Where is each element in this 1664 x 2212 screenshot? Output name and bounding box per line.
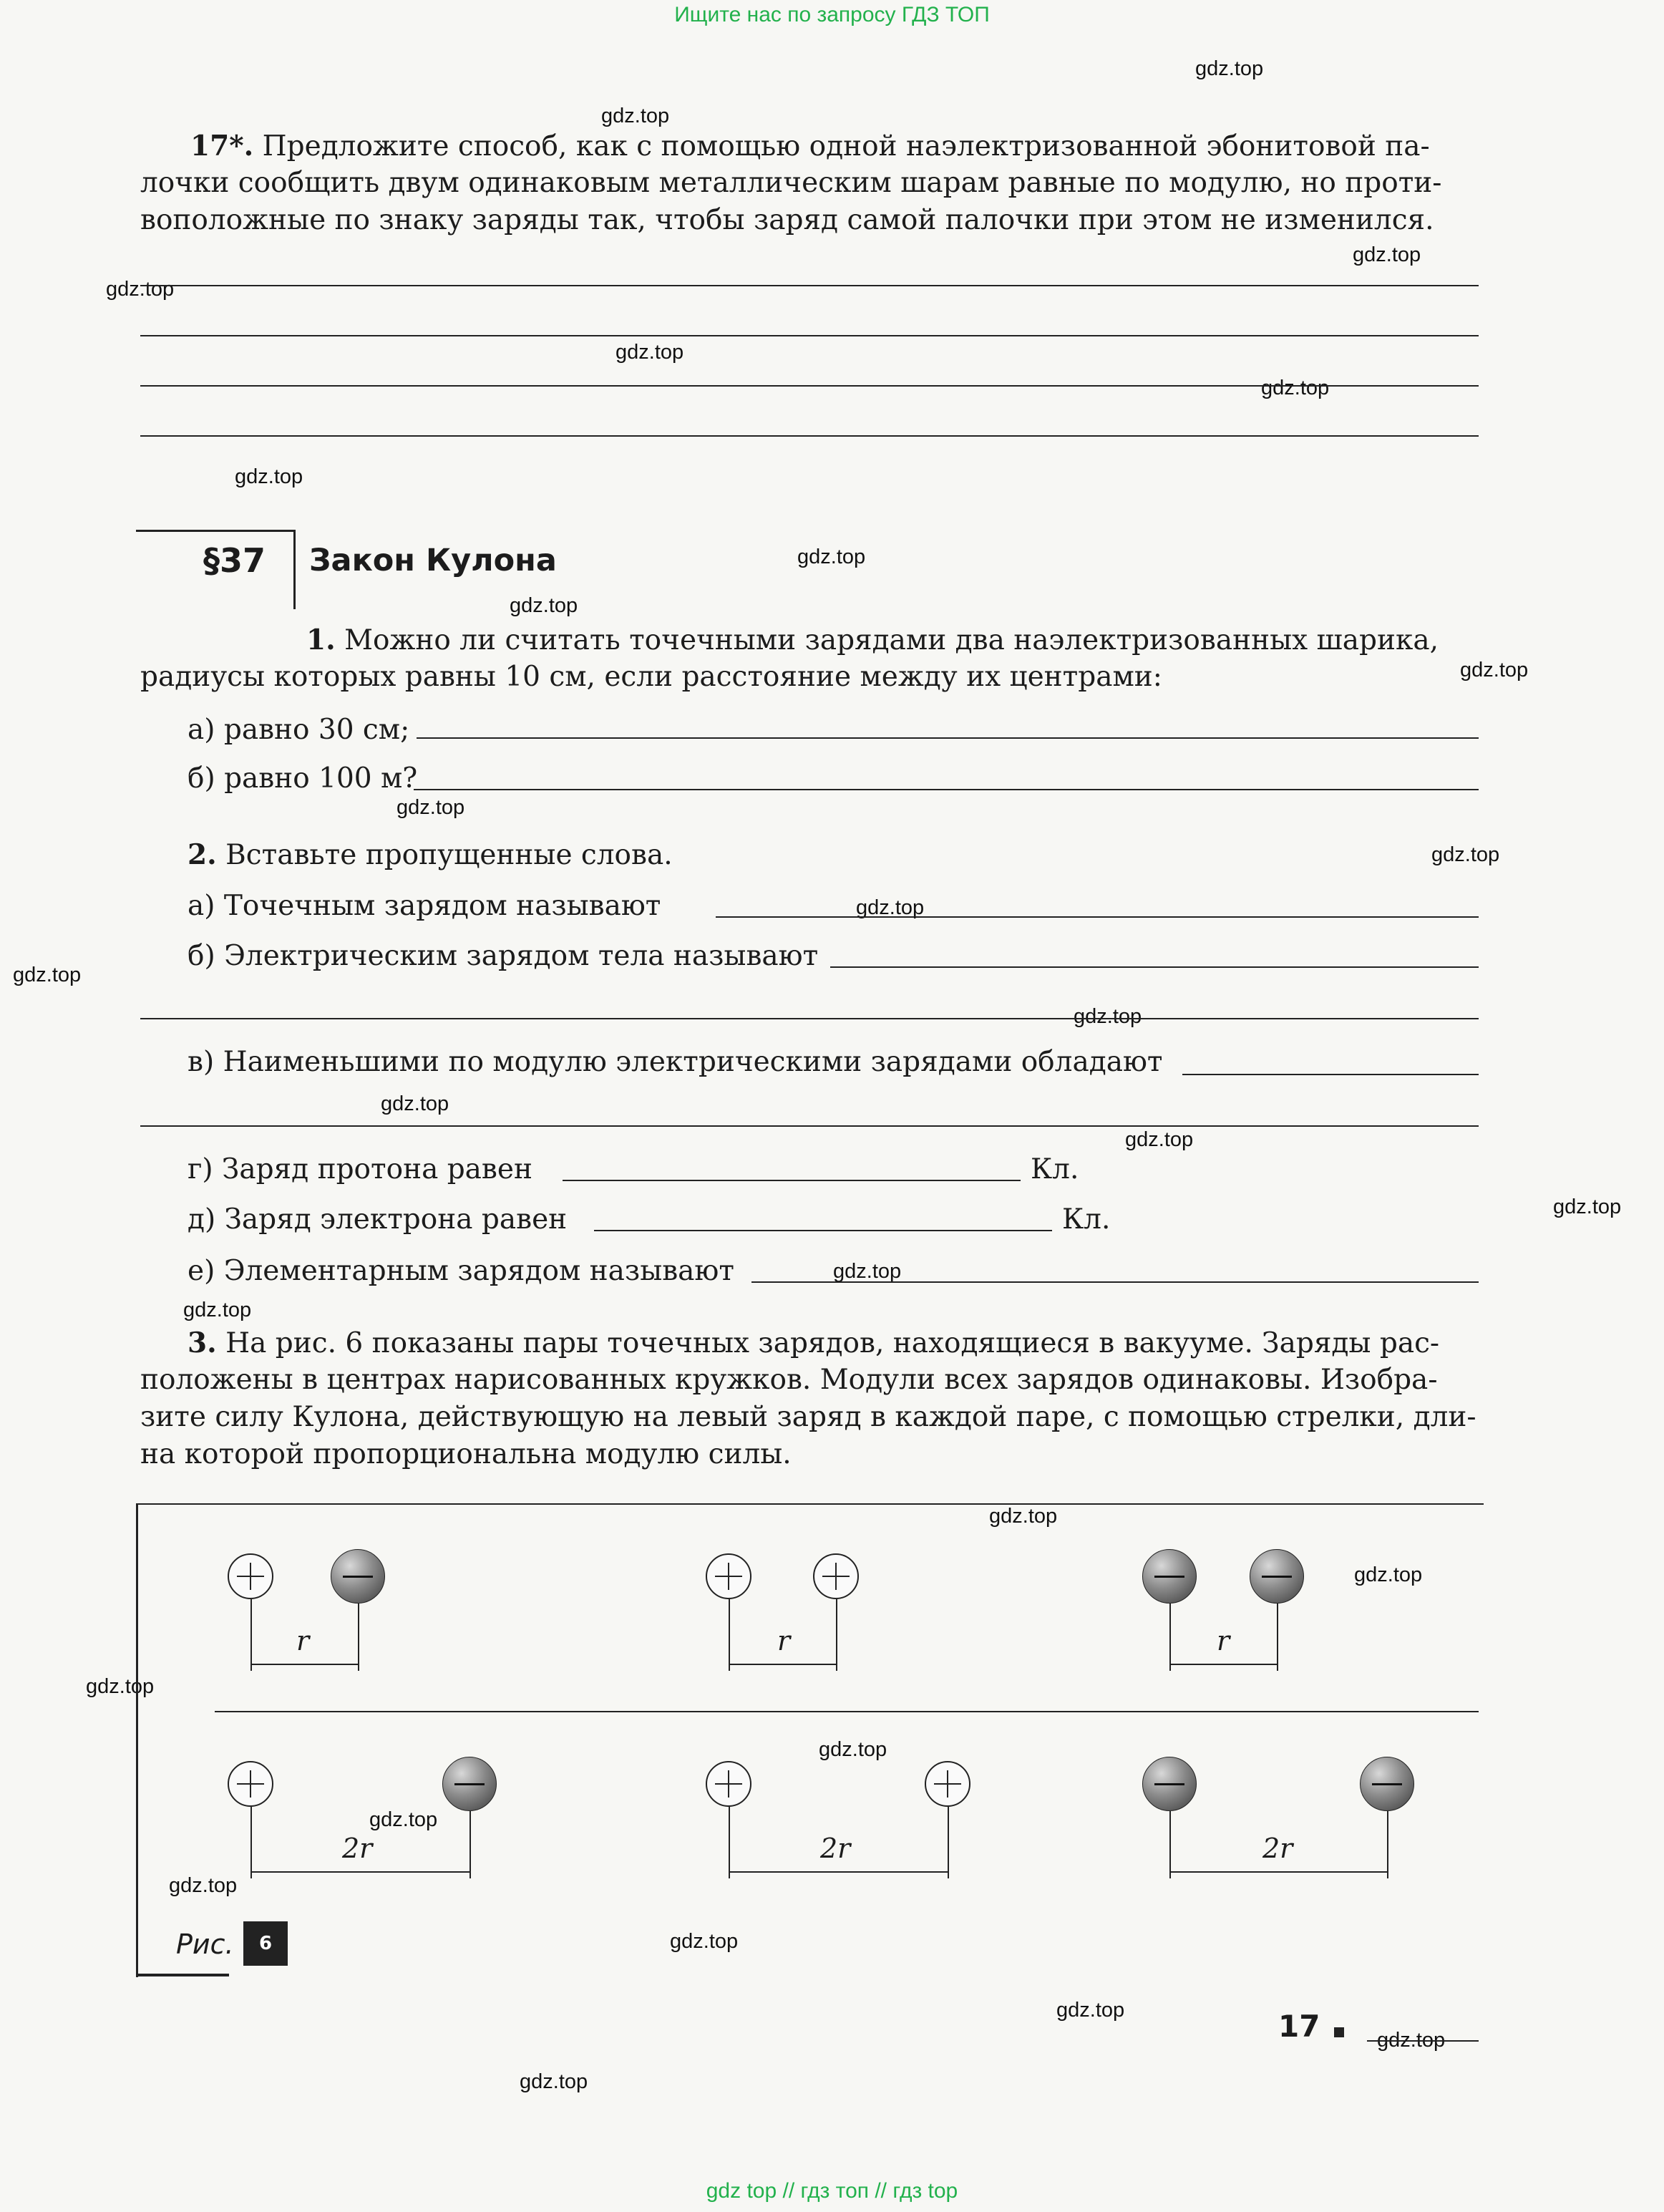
negative-charge	[1360, 1757, 1414, 1811]
watermark: gdz.top	[520, 2070, 588, 2093]
distance-marker	[1169, 1604, 1171, 1671]
distance-line	[250, 1871, 469, 1873]
q3-line4: на которой пропорциональна модулю силы.	[140, 1438, 792, 1470]
figure-caption: Рис.	[176, 1929, 234, 1960]
q2-option-f: е) Элементарным зарядом называют	[188, 1255, 734, 1287]
answer-line[interactable]	[140, 1018, 1479, 1019]
negative-charge	[442, 1757, 497, 1811]
page-number-marker	[1334, 2027, 1344, 2037]
distance-marker	[836, 1599, 837, 1671]
watermark: gdz.top	[1431, 843, 1500, 866]
watermark: gdz.top	[1056, 1999, 1125, 2022]
distance-marker	[729, 1807, 730, 1878]
q3-number: 3.	[188, 1326, 217, 1359]
watermark: gdz.top	[1353, 243, 1421, 266]
watermark: gdz.top	[169, 1874, 238, 1897]
q2-option-e: д) Заряд электрона равен	[188, 1203, 568, 1236]
q3-text-1: На рис. 6 показаны пары точечных зарядов, находящиеся в вакууме. Заряды рас-	[225, 1327, 1440, 1359]
watermark: gdz.top	[819, 1738, 887, 1761]
distance-line	[1169, 1871, 1387, 1873]
q1-text-1: Можно ли считать точечными зарядами два наэлектризованных шарика,	[344, 624, 1439, 656]
distance-marker	[1277, 1604, 1278, 1671]
distance-line	[729, 1664, 836, 1665]
answer-line[interactable]	[716, 916, 1479, 918]
task17-number: 17*.	[190, 130, 254, 162]
distance-line	[729, 1871, 948, 1873]
q1-option-a: а) равно 30 см;	[188, 714, 410, 746]
negative-charge	[1142, 1549, 1197, 1604]
distance-marker	[1387, 1811, 1388, 1878]
watermark: gdz.top	[86, 1675, 155, 1698]
task17-line2: лочки сообщить двум одинаковым металлическим шарам равные по модулю, но проти-	[140, 167, 1442, 199]
watermark: gdz.top	[1377, 2029, 1446, 2052]
task17-text-1: Предложите способ, как с помощью одной наэлектризованной эбонитовой па-	[262, 130, 1430, 162]
watermark: gdz.top	[1261, 377, 1330, 399]
distance-marker	[358, 1604, 359, 1671]
answer-line[interactable]	[751, 1281, 1479, 1283]
task17-line3: воположные по знаку заряды так, чтобы заряд самой палочки при этом не изменился.	[140, 204, 1434, 236]
answer-line[interactable]	[417, 737, 1479, 739]
watermark: gdz.top	[183, 1299, 252, 1321]
watermark: gdz.top	[396, 796, 465, 819]
watermark: gdz.top	[1354, 1563, 1423, 1586]
q1-line2: радиусы которых равны 10 см, если расстояние между их центрами:	[140, 661, 1162, 693]
distance-line	[250, 1664, 358, 1665]
watermark: gdz.top	[1195, 57, 1264, 80]
distance-label: 2r	[1262, 1833, 1293, 1864]
watermark: gdz.top	[381, 1092, 449, 1115]
distance-marker	[948, 1807, 949, 1878]
q2-option-e-unit: Кл.	[1062, 1203, 1111, 1236]
q2-option-c: в) Наименьшими по модулю электрическими зарядами обладают	[188, 1046, 1163, 1078]
figure-bottom-line	[136, 1974, 229, 1976]
watermark: gdz.top	[1553, 1195, 1622, 1218]
section-symbol: §	[203, 541, 220, 580]
q2-number: 2.	[188, 838, 217, 871]
watermark: gdz.top	[856, 896, 925, 919]
q2-prompt	[188, 836, 673, 874]
section-number	[203, 541, 266, 580]
section-title: Закон Кулона	[309, 543, 557, 578]
distance-marker	[250, 1807, 252, 1878]
answer-line[interactable]	[830, 966, 1479, 968]
positive-charge	[228, 1761, 273, 1807]
negative-charge	[1250, 1549, 1304, 1604]
q3-line3: зите силу Кулона, действующую на левый заряд в каждой паре, с помощью стрелки, дли-	[140, 1401, 1476, 1433]
answer-line[interactable]	[140, 285, 1479, 286]
positive-charge	[228, 1553, 273, 1599]
page-number: 17	[1278, 2009, 1320, 2044]
watermark: gdz.top	[670, 1930, 739, 1953]
distance-line	[1169, 1664, 1277, 1665]
top-banner[interactable]: Ищите нас по запросу ГДЗ ТОП	[674, 3, 990, 26]
figure-number: 6	[243, 1921, 288, 1966]
positive-charge	[706, 1761, 751, 1807]
watermark: gdz.top	[1125, 1128, 1194, 1151]
positive-charge	[925, 1761, 970, 1807]
watermark: gdz.top	[797, 545, 866, 568]
q3-line2: положены в центрах нарисованных кружков. Модули всех зарядов одинаковы. Изобра-	[140, 1364, 1438, 1396]
watermark: gdz.top	[106, 278, 175, 301]
positive-charge	[813, 1553, 859, 1599]
answer-line[interactable]	[140, 1125, 1479, 1127]
q2-option-b: б) Электрическим зарядом тела называют	[188, 940, 819, 972]
answer-line[interactable]	[1182, 1074, 1479, 1075]
q2-prompt-text: Вставьте пропущенные слова.	[225, 839, 673, 871]
distance-marker	[469, 1811, 471, 1878]
q2-option-a: а) Точечным зарядом называют	[188, 890, 661, 922]
negative-charge	[331, 1549, 385, 1604]
bottom-banner[interactable]: gdz top // гдз топ // гдз top	[706, 2179, 958, 2203]
q1-option-b: б) равно 100 м?	[188, 762, 418, 795]
q3-line1	[188, 1324, 1439, 1362]
distance-label: 2r	[820, 1833, 851, 1864]
section-number-text: 37	[220, 541, 266, 580]
distance-label: r	[777, 1625, 791, 1656]
distance-marker	[729, 1599, 730, 1671]
watermark: gdz.top	[601, 105, 670, 127]
distance-marker	[250, 1599, 252, 1671]
distance-label: 2r	[342, 1833, 373, 1864]
watermark: gdz.top	[1074, 1005, 1142, 1028]
answer-line[interactable]	[563, 1180, 1021, 1181]
task17-line1	[190, 127, 1493, 165]
answer-line[interactable]	[140, 385, 1479, 387]
watermark: gdz.top	[1460, 659, 1529, 681]
answer-line[interactable]	[594, 1230, 1052, 1231]
page-footer-line	[1367, 2040, 1479, 2042]
answer-line[interactable]	[215, 1711, 1479, 1712]
distance-label: r	[1217, 1625, 1230, 1656]
distance-label: r	[296, 1625, 310, 1656]
q1-number: 1.	[306, 624, 336, 656]
q2-option-d: г) Заряд протона равен	[188, 1153, 532, 1185]
answer-line[interactable]	[414, 789, 1479, 790]
watermark: gdz.top	[13, 964, 82, 986]
answer-line[interactable]	[140, 435, 1479, 437]
watermark: gdz.top	[833, 1260, 902, 1283]
negative-charge	[1142, 1757, 1197, 1811]
answer-line[interactable]	[140, 335, 1479, 336]
watermark: gdz.top	[616, 341, 684, 364]
positive-charge	[706, 1553, 751, 1599]
watermark: gdz.top	[369, 1808, 438, 1831]
distance-marker	[1169, 1811, 1171, 1878]
watermark: gdz.top	[510, 594, 578, 617]
q2-option-d-unit: Кл.	[1031, 1153, 1079, 1185]
watermark: gdz.top	[235, 465, 303, 488]
watermark: gdz.top	[989, 1505, 1058, 1528]
q1-line1	[306, 621, 1439, 659]
